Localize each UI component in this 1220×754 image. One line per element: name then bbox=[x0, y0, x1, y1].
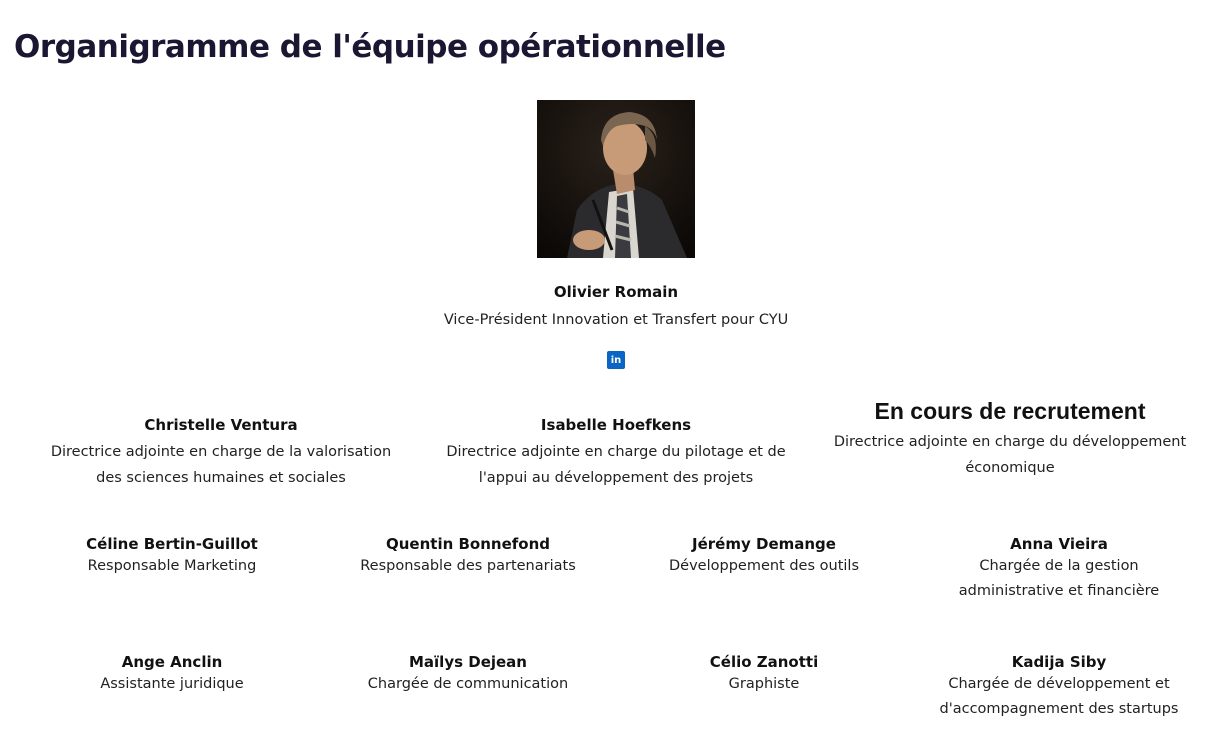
person-role-line: administrative et financière bbox=[958, 583, 1160, 599]
team-member-card bbox=[86, 534, 258, 579]
person-name: Maïlys Dejean bbox=[408, 653, 527, 671]
person-name: Kadija Siby bbox=[1011, 653, 1107, 671]
team-member-card bbox=[100, 652, 243, 697]
page-title: Organigramme de l'équipe opérationnelle bbox=[14, 28, 726, 65]
person-role-line: Développement des outils bbox=[669, 558, 859, 574]
person-role-line: Graphiste bbox=[728, 676, 800, 692]
portrait-photo bbox=[537, 100, 695, 258]
person-role-line: Chargée de développement et bbox=[948, 676, 1170, 692]
head-card bbox=[444, 282, 788, 333]
team-member-card bbox=[368, 652, 568, 697]
person-role-line: l'appui au développement des projets bbox=[478, 470, 754, 486]
linkedin-icon[interactable]: in bbox=[607, 351, 625, 369]
team-member-card bbox=[710, 652, 818, 697]
team-member-card bbox=[940, 652, 1179, 722]
team-member-card bbox=[669, 534, 859, 579]
deputy-card-recruiting bbox=[834, 398, 1186, 481]
person-role-line: Chargée de la gestion bbox=[979, 558, 1139, 574]
person-name: Céline Bertin-Guillot bbox=[86, 535, 258, 553]
person-role-line: économique bbox=[965, 460, 1055, 476]
person-role-line: Chargée de communication bbox=[367, 676, 569, 692]
person-role-line: Responsable des partenariats bbox=[360, 558, 576, 574]
head-name: Olivier Romain bbox=[553, 283, 679, 301]
person-role-line: Responsable Marketing bbox=[87, 558, 257, 574]
person-name: Ange Anclin bbox=[121, 653, 223, 671]
head-role: Vice-Président Innovation et Transfert pour CYU bbox=[443, 312, 789, 328]
person-role-line: des sciences humaines et sociales bbox=[96, 470, 346, 486]
team-member-card bbox=[959, 534, 1159, 604]
team-member-card bbox=[360, 534, 576, 579]
recruiting-status: En cours de recrutement bbox=[874, 398, 1146, 424]
person-name: Anna Vieira bbox=[1010, 535, 1108, 553]
person-name: Isabelle Hoefkens bbox=[540, 416, 692, 434]
person-role-line: d'accompagnement des startups bbox=[939, 701, 1179, 717]
person-role-line: Directrice adjointe en charge du pilotage et de bbox=[446, 444, 786, 460]
person-role-line: Directrice adjointe en charge de la valorisation bbox=[50, 444, 392, 460]
person-role-line: Directrice adjointe en charge du développement bbox=[833, 434, 1187, 450]
portrait-illustration bbox=[537, 100, 695, 258]
person-name: Quentin Bonnefond bbox=[385, 535, 551, 553]
deputy-card bbox=[51, 415, 391, 491]
person-name: Jérémy Demange bbox=[692, 535, 836, 553]
person-name: Christelle Ventura bbox=[144, 416, 298, 434]
person-role-line: Assistante juridique bbox=[100, 676, 244, 692]
deputy-card bbox=[446, 415, 785, 491]
person-name: Célio Zanotti bbox=[709, 653, 819, 671]
